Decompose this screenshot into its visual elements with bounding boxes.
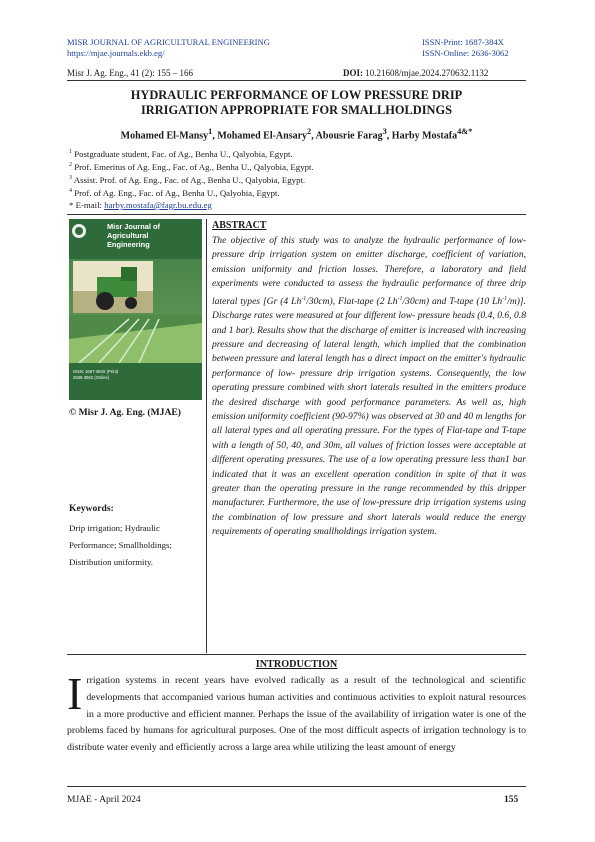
abstract-heading: ABSTRACT: [212, 220, 267, 231]
affiliation-rule: [67, 214, 526, 215]
doi-label: DOI:: [343, 68, 363, 78]
author-1-sup: 1: [208, 127, 213, 136]
title-line-2: IRRIGATION APPROPRIATE FOR SMALLHOLDINGS: [140, 102, 453, 117]
email-label: * E-mail:: [69, 200, 102, 210]
abstract-text-2: /30cm), Flat-tape (2 Lh: [306, 295, 398, 307]
title-line-1: HYDRAULIC PERFORMANCE OF LOW PRESSURE DRIP: [130, 88, 463, 102]
doi-value[interactable]: 10.21608/mjae.2024.270632.1132: [365, 68, 489, 78]
affiliation-1: [69, 147, 293, 159]
introduction-body: [67, 668, 526, 757]
cover-issn-print: ISSN: 1687-384X (Print): [73, 369, 119, 374]
footer-journal-date: MJAE - April 2024: [67, 795, 141, 805]
introduction-heading: INTRODUCTION: [255, 659, 338, 670]
affiliation-3-sup: 3: [69, 175, 72, 181]
corresponding-email: [69, 200, 212, 210]
abstract-text-1: The objective of this study was to analyze the hydraulic performance of low-pressure drip irrigation system on emitter discharge, coefficient of variation, emission uniformity and friction losses. Therefore, a laboratory and field experiments were conducted to assess the hydraulic performance of three drip lateral types [Gr (4 Lh: [212, 235, 526, 307]
unit-sup-1: -1: [301, 295, 307, 302]
paper-title: [67, 88, 526, 117]
cover-issn-online: 2636-3062 (Online): [73, 375, 110, 380]
unit-sup-3: -1: [502, 295, 508, 302]
issn-online: ISSN-Online: 2636-3062: [422, 48, 509, 58]
abstract-text-4: /m)]. Discharge rates were measured at four different low- pressure heads (0.4, 0.6, 0.8 and 1 bar). Results show that the discharge of emitter is increased with increasing pressure and decreasing of lateral length, which implied that the combination between pressure and lateral length has a direct impact on the emitter's hydraulic performance of low- pressure drip irrigation systems. Consequently, the low operating pressure combined with short laterals resulted in the emitters produce the desired discharge with good performance parameters. As well as, high emission uniformity coefficient (90-97%) was observed at 30 and 40 m lengths for all lateral types and all operating pressure. For the types of Flat-tape and T-tape with a length of 50, 40, and 30m, all values of friction losses were acceptable at different operating pressures. The use of a low operating pressure less than1 bar indicated that it was an excellent operation condition in spite of that it was greater than the operating pressure in the range recommended by this dripper manufacturer. Furthermore, the use of low-pressure drip irrigation systems using the combination of low pressure and short laterals would reduce the energy requirements of operating smallholdings irrigation system.: [212, 295, 527, 538]
cover-title-line-2: Agricultural: [107, 230, 149, 240]
affiliation-4: [69, 186, 280, 198]
footer-rule: [67, 786, 526, 787]
cover-title-line-1: Misr Journal of: [107, 222, 160, 231]
keywords-list: [69, 520, 172, 571]
abstract-text-3: /30cm) and T-tape (10 Lh: [402, 295, 503, 307]
affiliation-3: [69, 173, 305, 185]
cover-title-line-3: Engineering: [107, 239, 150, 249]
author-3-sup: 3: [382, 127, 387, 136]
journal-name: MISR JOURNAL OF AGRICULTURAL ENGINEERING: [67, 37, 270, 47]
author-2-sup: 2: [307, 127, 312, 136]
affiliation-3-text: Assist. Prof. of Ag. Eng., Fac. of Ag., Benha U., Qalyobia, Egypt.: [73, 174, 306, 185]
affiliation-4-sup: 4: [69, 188, 72, 194]
keyword-line-2: Performance; Smallholdings;: [69, 540, 172, 550]
journal-cover-image: [69, 219, 202, 400]
affiliation-2-text: Prof. Emeritus of Ag. Eng., Fac. of Ag., Benha U., Qalyobia, Egypt.: [74, 161, 314, 172]
copyright: © Misr J. Ag. Eng. (MJAE): [69, 407, 181, 418]
author-2: Mohamed El-Ansary: [217, 130, 308, 142]
abstract-body: [212, 234, 526, 540]
issn-print: ISSN-Print: 1687-384X: [422, 37, 504, 47]
author-4-sup: 4&*: [457, 127, 473, 136]
drop-cap: I: [67, 668, 83, 719]
author-1: Mohamed El-Mansy: [120, 130, 209, 142]
doi: [343, 68, 488, 78]
column-divider: [206, 219, 207, 653]
cover-issn: [73, 369, 118, 381]
keyword-line-3: Distribution uniformity.: [69, 557, 153, 567]
affiliation-4-text: Prof. of Ag. Eng., Fac. of Ag., Benha U., Qalyobia, Egypt.: [74, 187, 280, 198]
affiliation-2-sup: 2: [69, 162, 72, 168]
affiliation-2: [69, 160, 314, 172]
cover-title: [107, 223, 160, 249]
page-number: 155: [504, 795, 519, 805]
introduction-text: rrigation systems in recent years have evolved radically as a result of the technological and scientific developments that accompanied various human activities and continuous activities to exploit natural resources in a more productive and efficient manner. Perhaps the issue of the availability of irrigation water is one of the problems faced by humans for agricultural purposes. One of the most difficult aspects of irrigation technology is to distribute water evenly and efficiently across a large area while utilizing the least amount of energy: [67, 675, 526, 754]
citation: Misr J. Ag. Eng., 41 (2): 155 – 166: [67, 68, 193, 78]
keyword-line-1: Drip irrigation; Hydraulic: [69, 523, 160, 533]
author-4: Harby Mostafa: [391, 130, 458, 142]
unit-sup-2: -1: [397, 295, 403, 302]
header-rule: [67, 80, 526, 81]
journal-url-link[interactable]: https://mjae.journals.ekb.eg/: [67, 48, 165, 58]
affiliation-1-text: Postgraduate student, Fac. of Ag., Benha U., Qalyobia, Egypt.: [74, 148, 293, 159]
author-list: Mohamed El-Mansy$^1$, Mohamed El-Ansary$^2$, Abousrie Farag$^3$, Harby Mostafa$^{4\&*}$: [120, 127, 473, 142]
email-link[interactable]: harby.mostafa@fagr.bu.edu.eg: [104, 200, 212, 210]
abstract-rule: [67, 654, 526, 655]
author-3: Abousrie Farag: [315, 130, 383, 142]
keywords-heading: Keywords:: [69, 503, 114, 514]
affiliation-1-sup: 1: [69, 149, 72, 155]
